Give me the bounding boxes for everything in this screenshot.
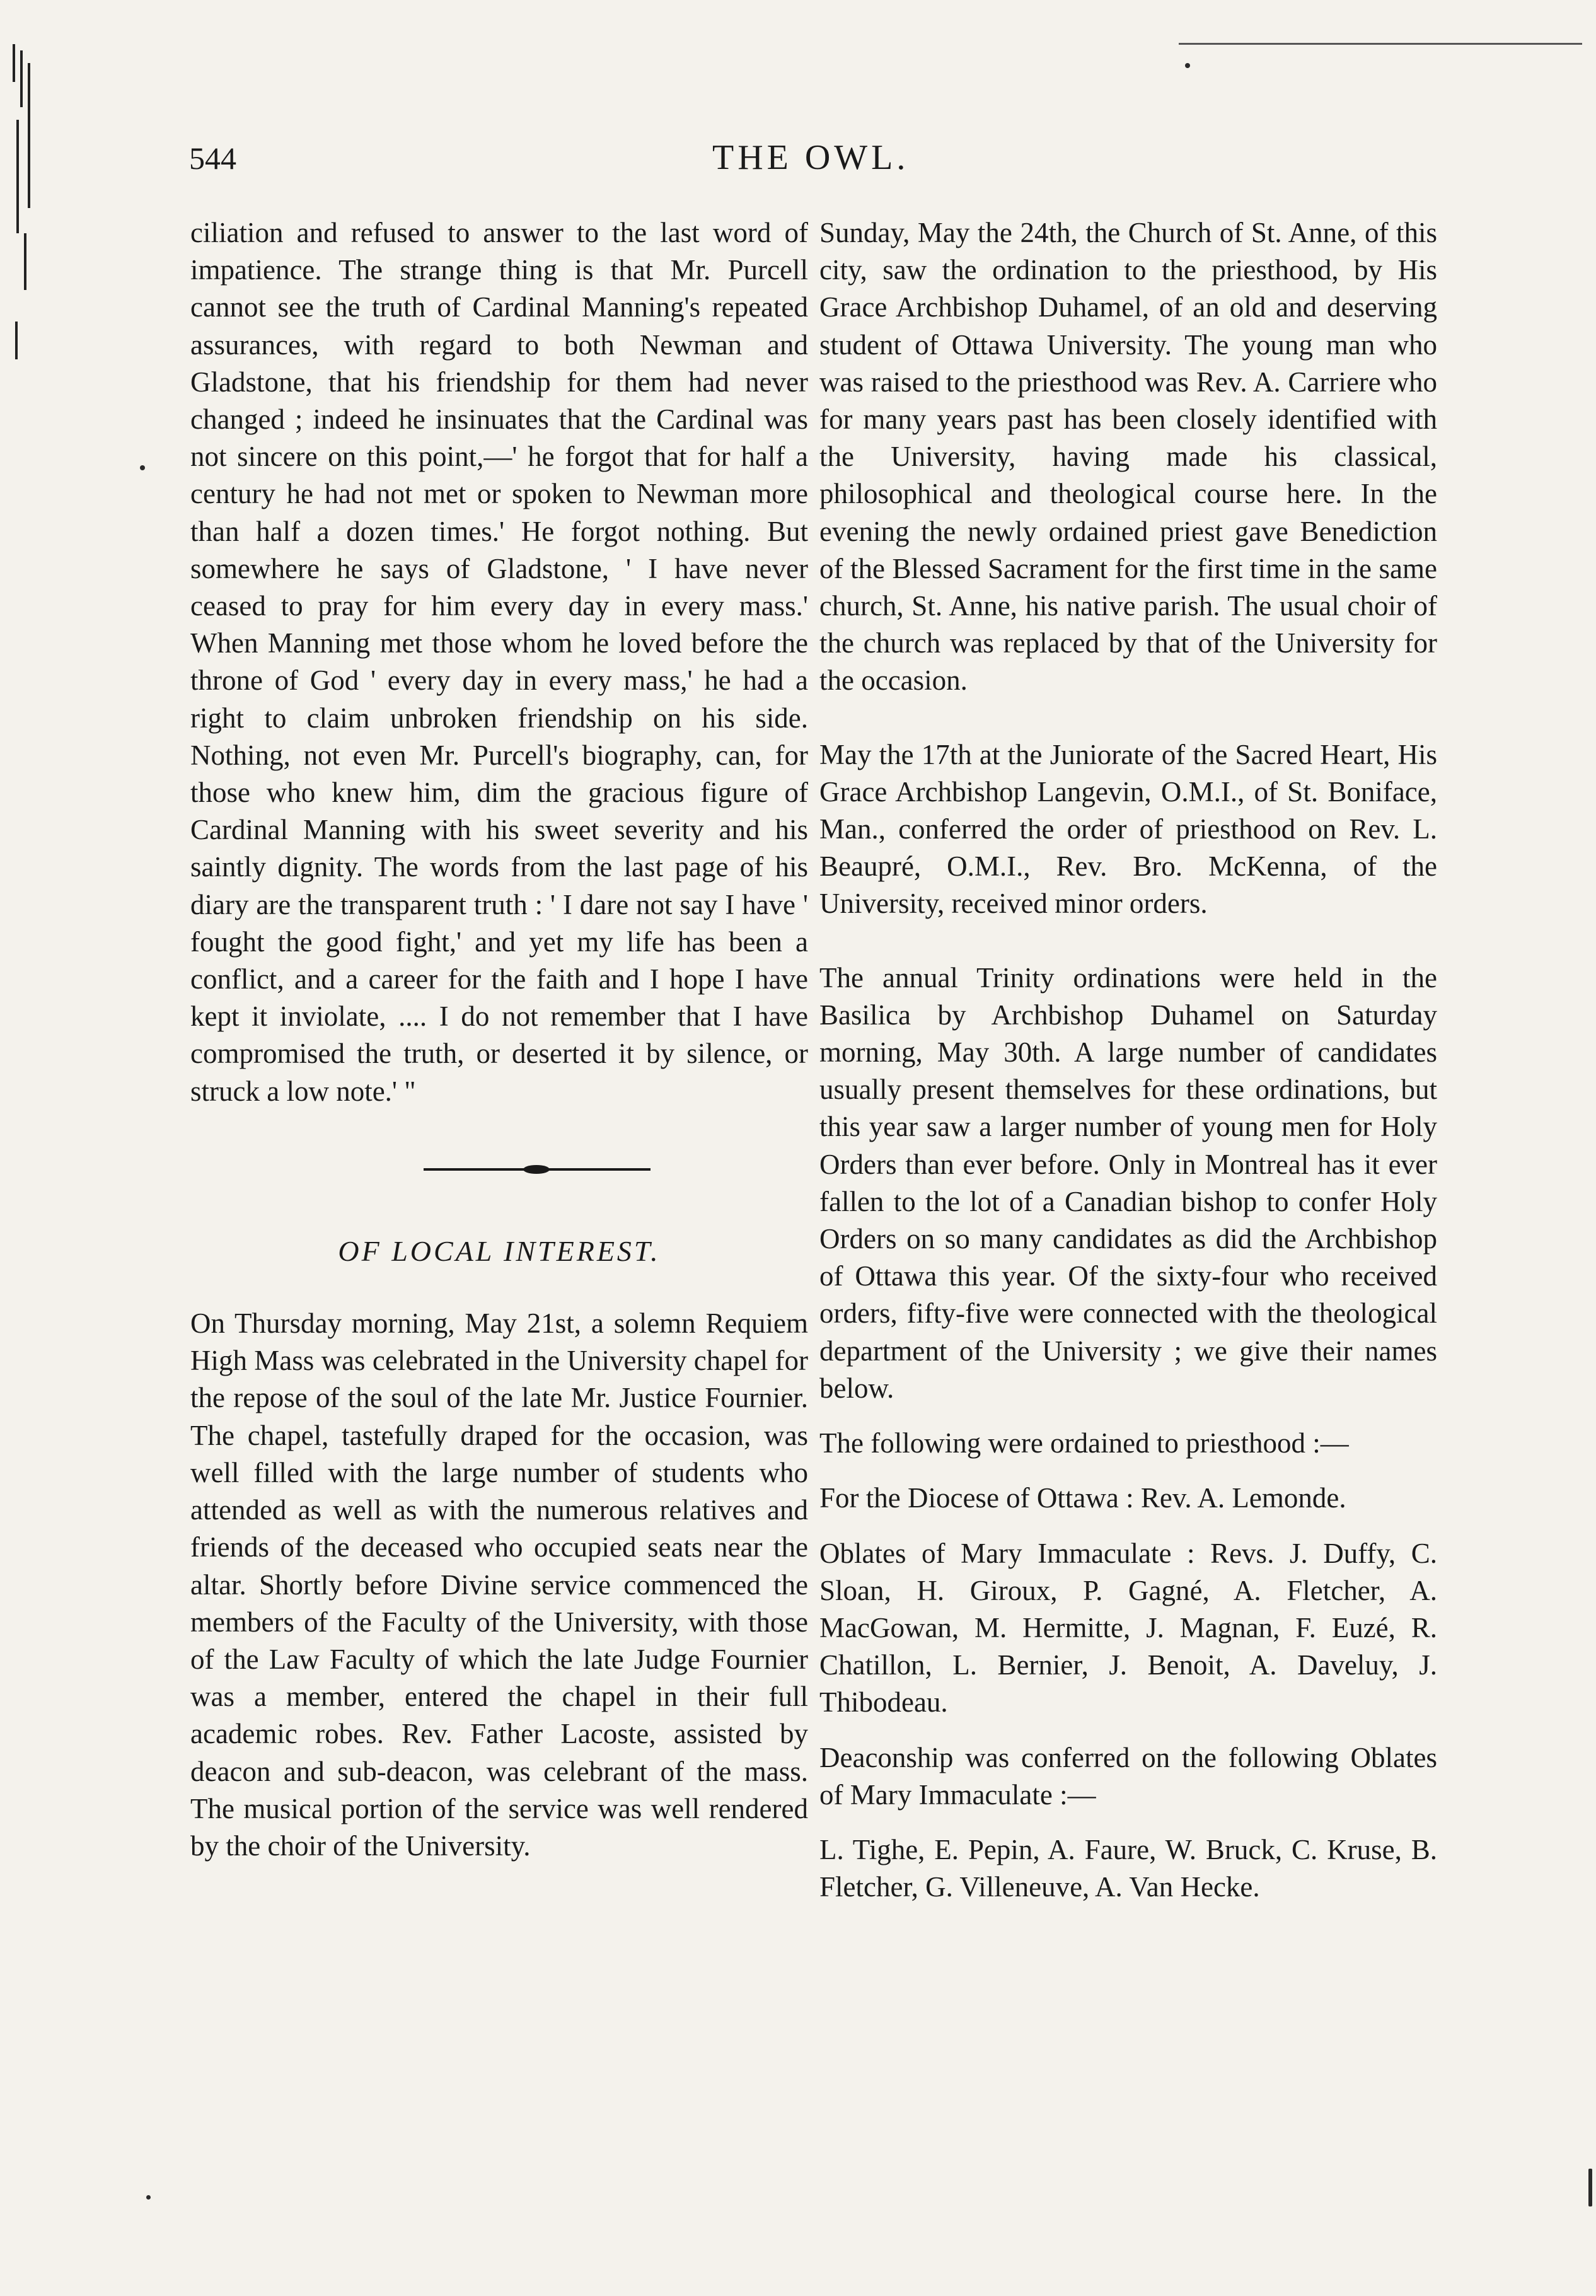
paragraph: Deaconship was conferred on the following Oblates of Mary Immaculate :— (819, 1741, 1437, 1811)
paragraph: L. Tighe, E. Pepin, A. Faure, W. Bruck, C. Kruse, B. Fletcher, G. Villeneuve, A. Van Hecke. (819, 1833, 1437, 1903)
paragraph: On Thursday morning, May 21st, a solemn Requiem High Mass was celebrated in the University chapel for the repose of the soul of the late Mr. Justice Fournier. The chapel, tastefully draped for the occasion, was well filled with the large number of students who attended as well as with the numerous relatives and friends of the deceased who occupied seats near the altar. Shortly before Divine service commenced the members of the Faculty of the University, with those of the Law Faculty of which the late Judge Fournier was a member, entered the chapel in their full academic robes. Rev. Father Lacoste, assisted by deacon and sub-deacon, was celebrant of the mass. The musical portion of the service was well rendered by the choir of the University. (190, 1307, 808, 1862)
paragraph: The annual Trinity ordinations were held in the Basilica by Archbishop Duhamel on Saturday morning, May 30th. A large number of candidates usually present themselves for these ordinations, but this year saw a larger number of young men for Holy Orders than ever before. Only in Montreal has it ever fallen to the lot of a Canadian bishop to confer Holy Orders on so many candidates as did the Archbishop of Ottawa this year. Of the sixty-four who received orders, fifty-five were connected with the theological department of the University ; we give their names below. (819, 961, 1437, 1404)
scan-speck (146, 2195, 151, 2200)
scan-speck (1588, 2169, 1592, 2206)
paragraph: The following were ordained to priesthood :— (819, 1427, 1349, 1459)
paragraph: May the 17th at the Juniorate of the Sacred Heart, His Grace Archbishop Langevin, O.M.I., of St. Boniface, Man., conferred the order of priesthood on Rev. L. Beaupré, O.M.I., Rev. Bro. McKenna, of the University, received minor orders. (819, 738, 1437, 920)
page-number: 544 (189, 141, 236, 176)
paragraph: ciliation and refused to answer to the last word of impatience. The strange thing is that Mr. Purcell cannot see the truth of Cardinal Manning's repeated assurances, with regard to both Newman and Gladstone, that his friendship for them had never changed ; indeed he insinuates that the Cardinal was not sincere on this point,—' he forgot that for half a century he had not met or spoken to Newman more than half a dozen times.' He forgot nothing. But somewhere he says of Gladstone, ' I have never ceased to pray for him every day in every mass.' When Manning met those whom he loved before the throne of God ' every day in every mass,' he had a right to claim unbroken friendship on his side. Nothing, not even Mr. Purcell's biography, can, for those who knew him, dim the gracious figure of Cardinal Manning with his sweet severity and his saintly dignity. The words from the last page of his diary are the transparent truth : ' I dare not say I have ' fought the good fight,' and yet my life has been a conflict, and a career for the faith and I hope I have kept it inviolate, .... I do not remember that I have compromised the truth, or deserted it by silence, or struck a low note.' " (190, 217, 808, 1107)
paragraph: Oblates of Mary Immaculate : Revs. J. Duffy, C. Sloan, H. Giroux, P. Gagné, A. Fletcher, A. MacGowan, M. Hermitte, J. Magnan, F. Euzé, R. Chatillon, L. Bernier, J. Benoit, A. Daveluy, J. Thibodeau. (819, 1537, 1437, 1719)
left-column (190, 214, 808, 1865)
scan-edge-marks (11, 44, 34, 422)
paragraph: Sunday, May the 24th, the Church of St. Anne, of this city, saw the ordination to the priesthood, by His Grace Archbishop Duhamel, of an old and deserving student of Ottawa University. The young man who was raised to the priesthood was Rev. A. Carriere who for many years past has been closely identified with the University, having made his classical, philosophical and theological course here. In the evening the newly ordained priest gave Benediction of the Blessed Sacrament for the first time in the same church, St. Anne, his native parish. The usual choir of the church was replaced by that of the University for the occasion. (819, 217, 1437, 697)
section-title: OF LOCAL INTEREST. (338, 1234, 661, 1267)
section-divider (424, 1168, 651, 1171)
scan-speck (140, 465, 145, 470)
top-scan-rule (1179, 43, 1582, 45)
right-column (819, 214, 1437, 1906)
scan-speck (1185, 63, 1190, 68)
running-head: THE OWL. (712, 138, 910, 177)
paragraph: For the Diocese of Ottawa : Rev. A. Lemonde. (819, 1482, 1346, 1514)
